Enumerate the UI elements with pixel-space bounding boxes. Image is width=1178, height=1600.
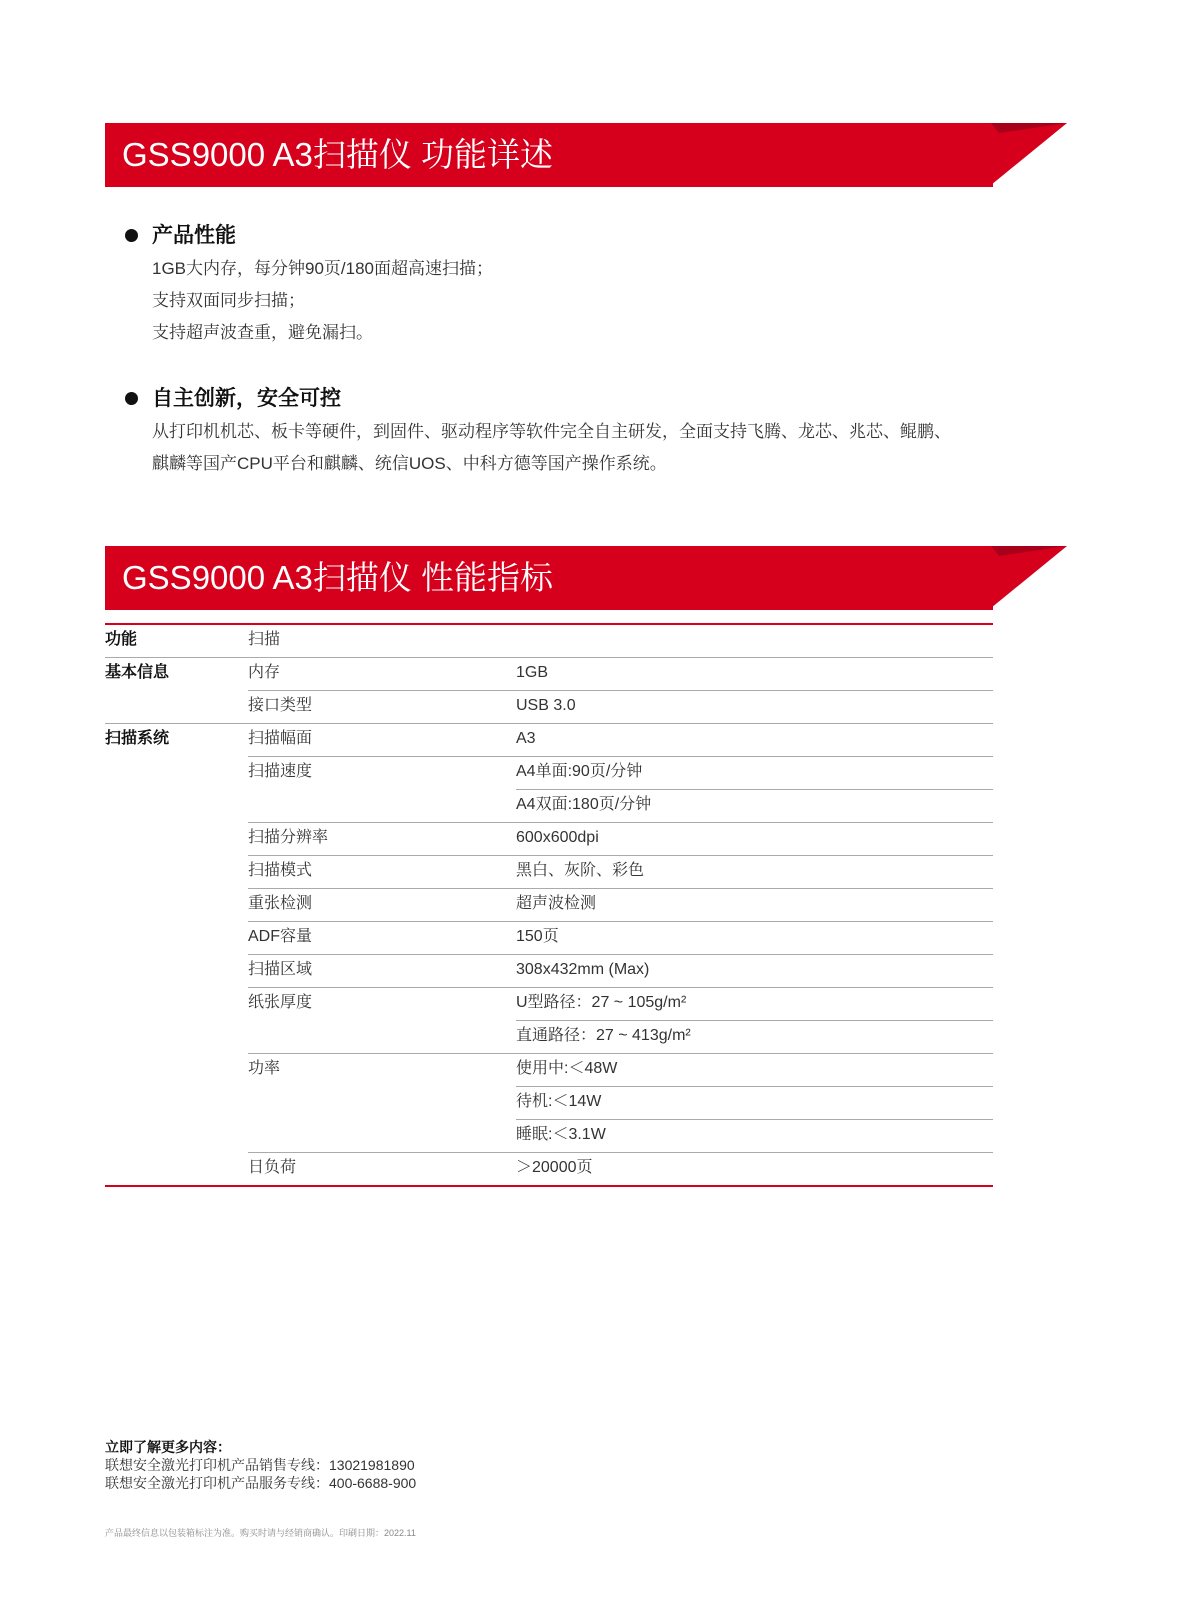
performance-section bbox=[125, 221, 1005, 349]
label-cell: 扫描幅面 bbox=[248, 724, 516, 757]
sales-hotline: 联想安全激光打印机产品销售专线：13021981890 bbox=[105, 1457, 415, 1473]
innovation-heading: 自主创新，安全可控 bbox=[125, 384, 1005, 414]
table-row bbox=[105, 757, 993, 790]
innovation-section bbox=[125, 384, 1005, 480]
value-cell: U型路径：27 ~ 105g/m² bbox=[516, 988, 993, 1021]
category-cell: 基本信息 bbox=[105, 658, 248, 691]
value-cell: A3 bbox=[516, 724, 993, 757]
spec-table bbox=[105, 623, 993, 1187]
category-cell: 扫描系统 bbox=[105, 724, 248, 757]
specs-banner bbox=[105, 546, 1067, 610]
performance-heading: 产品性能 bbox=[125, 221, 1005, 251]
table-row bbox=[105, 1054, 993, 1087]
banner-arrow-shape bbox=[991, 546, 1067, 610]
table-row bbox=[105, 1153, 993, 1187]
specs-banner-bar bbox=[105, 546, 993, 610]
label-cell: 功率 bbox=[248, 1054, 516, 1087]
value-cell: 直通路径：27 ~ 413g/m² bbox=[516, 1021, 993, 1054]
bullet-dot-icon bbox=[125, 229, 138, 242]
table-row bbox=[105, 823, 993, 856]
label-cell: 内存 bbox=[248, 658, 516, 691]
table-row bbox=[105, 889, 993, 922]
value-cell: 扫描 bbox=[248, 631, 281, 648]
bullet-dot-icon bbox=[125, 392, 138, 405]
innovation-line: 麒麟等国产CPU平台和麒麟、统信UOS、中科方德等国产操作系统。 bbox=[152, 454, 667, 473]
label-cell: 扫描区域 bbox=[248, 955, 516, 988]
table-row bbox=[105, 856, 993, 889]
performance-line: 支持超声波查重，避免漏扫。 bbox=[152, 323, 373, 342]
label-cell: 纸张厚度 bbox=[248, 988, 516, 1021]
value-cell: 待机:＜14W bbox=[516, 1087, 993, 1120]
label-cell: 扫描速度 bbox=[248, 757, 516, 790]
value-cell: A4双面:180页/分钟 bbox=[516, 790, 993, 823]
value-cell: 308x432mm (Max) bbox=[516, 955, 993, 988]
fine-print: 产品最终信息以包装箱标注为准。购买时请与经销商确认。印刷日期：2022.11 bbox=[105, 1528, 416, 1538]
category-cell: 功能 bbox=[105, 631, 138, 648]
features-banner-bar bbox=[105, 123, 993, 187]
value-cell: USB 3.0 bbox=[516, 691, 993, 724]
table-row bbox=[105, 1120, 993, 1153]
innovation-line: 从打印机机芯、板卡等硬件，到固件、驱动程序等软件完全自主研发，全面支持飞腾、龙芯、兆芯、鲲鹏、 bbox=[152, 422, 951, 441]
table-row bbox=[105, 658, 993, 691]
value-cell: 1GB bbox=[516, 658, 993, 691]
performance-line: 支持双面同步扫描； bbox=[152, 291, 305, 310]
value-cell: ＞20000页 bbox=[516, 1153, 993, 1187]
label-cell: 重张检测 bbox=[248, 889, 516, 922]
value-cell: 使用中:＜48W bbox=[516, 1054, 993, 1087]
specs-banner-title: GSS9000 A3扫描仪 性能指标 bbox=[122, 559, 553, 596]
label-cell: 接口类型 bbox=[248, 691, 516, 724]
label-cell: 扫描模式 bbox=[248, 856, 516, 889]
value-cell: 黑白、灰阶、彩色 bbox=[516, 856, 993, 889]
table-row bbox=[105, 988, 993, 1021]
value-cell: 睡眠:＜3.1W bbox=[516, 1120, 993, 1153]
table-row bbox=[105, 1087, 993, 1120]
service-hotline: 联想安全激光打印机产品服务专线：400-6688-900 bbox=[105, 1475, 417, 1491]
contact-footer bbox=[105, 1438, 416, 1492]
table-row bbox=[105, 1021, 993, 1054]
value-cell: A4单面:90页/分钟 bbox=[516, 757, 993, 790]
label-cell: 扫描分辨率 bbox=[248, 823, 516, 856]
table-row bbox=[105, 624, 993, 658]
table-row bbox=[105, 691, 993, 724]
table-row bbox=[105, 790, 993, 823]
label-cell: ADF容量 bbox=[248, 922, 516, 955]
value-cell: 600x600dpi bbox=[516, 823, 993, 856]
value-cell: 150页 bbox=[516, 922, 993, 955]
value-cell: 超声波检测 bbox=[516, 889, 993, 922]
footer-heading: 立即了解更多内容： bbox=[105, 1439, 231, 1455]
features-banner bbox=[105, 123, 1067, 187]
performance-line: 1GB大内存，每分钟90页/180面超高速扫描； bbox=[152, 259, 494, 278]
banner-arrow-shape bbox=[991, 123, 1067, 187]
label-cell: 日负荷 bbox=[248, 1153, 516, 1187]
features-banner-title: GSS9000 A3扫描仪 功能详述 bbox=[122, 136, 553, 173]
table-row bbox=[105, 724, 993, 757]
table-row bbox=[105, 922, 993, 955]
table-row bbox=[105, 955, 993, 988]
